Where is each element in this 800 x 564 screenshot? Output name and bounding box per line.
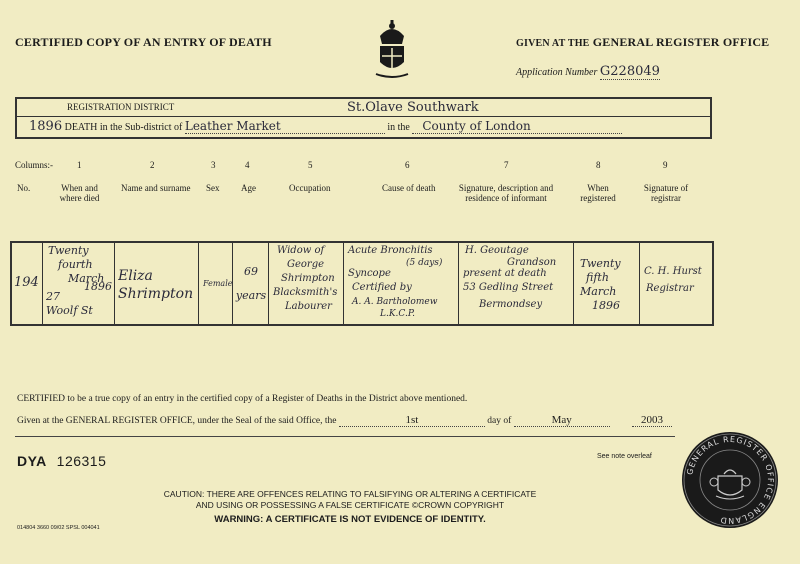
- header-informant-line2: residence of informant: [465, 193, 547, 203]
- header-registrar-line1: Signature of: [643, 183, 689, 193]
- cause-line-6: L.K.C.P.: [380, 309, 415, 319]
- serial-prefix: DYA: [17, 453, 47, 469]
- column-number-1: 1: [77, 160, 82, 170]
- application-number-row: [516, 64, 660, 79]
- registrar-line-2: Registrar: [646, 283, 694, 294]
- caution-line-2: AND USING OR POSSESSING A FALSE CERTIFICATE ©CROWN COPYRIGHT: [195, 500, 505, 510]
- header-registered: [576, 183, 620, 203]
- serial-number: [17, 453, 106, 469]
- when-line-1: Twenty: [48, 244, 89, 257]
- informant-line-5: Bermondsey: [479, 299, 543, 310]
- death-year: 1896: [29, 119, 63, 134]
- occupation-line-2: George: [287, 259, 325, 270]
- seal-ring-text: GENERAL REGISTER OFFICE ENGLAND: [685, 434, 776, 526]
- cause-line-2: (5 days): [406, 258, 443, 268]
- when-line-3: March: [68, 272, 105, 285]
- general-register-office-seal-icon: [680, 430, 780, 530]
- header-informant: [456, 183, 556, 203]
- column-number-8: 8: [596, 160, 601, 170]
- registrar-line-1: C. H. Hurst: [644, 266, 702, 277]
- column-number-5: 5: [308, 160, 313, 170]
- entry-age: [234, 265, 268, 324]
- header-informant-line1: Signature, description and: [458, 183, 554, 193]
- royal-crest-icon: [372, 18, 412, 82]
- entry-informant: [461, 244, 573, 324]
- when-line-2: fourth: [58, 258, 93, 271]
- occupation-line-3: Shrimpton: [281, 273, 335, 284]
- where-line-1: 27: [46, 290, 60, 303]
- warning-line: WARNING: A CERTIFICATE IS NOT EVIDENCE OF IDENTITY.: [214, 514, 486, 525]
- given-statement: [17, 414, 672, 427]
- note-overleaf: See note overleaf: [597, 453, 652, 460]
- application-number-label: Application Number: [516, 67, 598, 78]
- death-entry-table: [10, 241, 714, 326]
- informant-line-2: Grandson: [507, 257, 557, 268]
- age-unit: years: [235, 289, 267, 302]
- header-when-where-line1: When and: [61, 183, 98, 193]
- column-number-9: 9: [663, 160, 668, 170]
- header-age: Age: [241, 183, 256, 193]
- header-registrar: [638, 183, 694, 203]
- column-number-7: 7: [504, 160, 509, 170]
- entry-occupation: [271, 244, 343, 324]
- certificate-title: CERTIFIED COPY OF AN ENTRY OF DEATH: [15, 35, 272, 49]
- entry-sex: Female: [203, 279, 233, 288]
- certification-day: 1st: [339, 414, 485, 427]
- district-label: REGISTRATION DISTRICT: [67, 102, 175, 112]
- death-in-label: DEATH in the Sub-district of: [64, 122, 183, 133]
- application-number-value: G228049: [599, 64, 660, 79]
- print-code: 014804 3660 09/02 SPSL 004041: [17, 525, 100, 531]
- occupation-line-4: Blacksmith's: [273, 287, 338, 298]
- caution-line-1: CAUTION: THERE ARE OFFENCES RELATING TO FALSIFYING OR ALTERING A CERTIFICATE: [163, 489, 537, 499]
- informant-line-4: 53 Gedling Street: [463, 282, 554, 293]
- caution-notice: [120, 489, 580, 525]
- header-registered-line2: registered: [580, 193, 616, 203]
- certified-statement: CERTIFIED to be a true copy of an entry in the certified copy of a Register of Deaths in the District above mentioned.: [17, 394, 468, 404]
- given-text: Given at the GENERAL REGISTER OFFICE, under the Seal of the said Office, the: [17, 416, 337, 426]
- serial-value: 126315: [56, 453, 107, 469]
- entry-cause: [346, 244, 458, 324]
- entry-when-where: [44, 243, 114, 324]
- header-registrar-line2: registrar: [651, 193, 681, 203]
- registered-line-2: fifth: [586, 271, 609, 284]
- registered-line-3: March: [580, 285, 617, 298]
- header-name: Name and surname: [121, 183, 191, 193]
- header-when-where: [52, 183, 107, 203]
- occupation-line-1: Widow of: [277, 245, 325, 256]
- informant-line-1: H. Geoutage: [465, 245, 529, 256]
- entry-registrar: [642, 265, 712, 324]
- district-value: St.Olave Southwark: [347, 100, 479, 115]
- column-number-4: 4: [245, 160, 250, 170]
- registered-line-1: Twenty: [580, 257, 621, 270]
- cause-line-3: Syncope: [348, 268, 391, 279]
- cause-line-4: Certified by: [352, 282, 412, 293]
- header-sex: Sex: [206, 183, 220, 193]
- certification-month: May: [514, 414, 610, 427]
- given-at-office: [516, 35, 769, 50]
- when-line-4: 1896: [84, 280, 112, 293]
- age-number: 69: [244, 265, 258, 278]
- day-of-label: day of: [487, 416, 512, 426]
- county-value: County of London: [412, 119, 622, 134]
- cause-line-5: A. A. Bartholomew: [352, 297, 438, 307]
- subdistrict-value: Leather Market: [185, 119, 385, 134]
- header-cause: Cause of death: [382, 183, 436, 193]
- header-when-where-line2: where died: [59, 193, 100, 203]
- header-no: No.: [17, 183, 31, 193]
- column-number-2: 2: [150, 160, 155, 170]
- in-the-label: in the: [387, 122, 410, 133]
- column-number-3: 3: [211, 160, 216, 170]
- header-registered-line1: When: [587, 183, 609, 193]
- informant-line-3: present at death: [463, 268, 547, 279]
- entry-registered: [576, 257, 639, 324]
- where-line-2: Woolf St: [46, 304, 93, 317]
- registration-box: [15, 97, 712, 139]
- office-name: GENERAL REGISTER OFFICE: [592, 35, 770, 49]
- columns-label: Columns:-: [15, 160, 54, 170]
- registered-line-4: 1896: [592, 299, 620, 312]
- cause-line-1: Acute Bronchitis: [348, 245, 433, 256]
- occupation-line-5: Labourer: [285, 301, 332, 312]
- subdistrict-row: [29, 119, 622, 134]
- certification-year: 2003: [632, 414, 672, 427]
- header-occupation: Occupation: [289, 183, 331, 193]
- entry-name: Eliza Shrimpton: [118, 268, 194, 302]
- column-number-6: 6: [405, 160, 410, 170]
- given-at-label: GIVEN AT THE: [516, 38, 590, 49]
- entry-no: 194: [14, 275, 39, 290]
